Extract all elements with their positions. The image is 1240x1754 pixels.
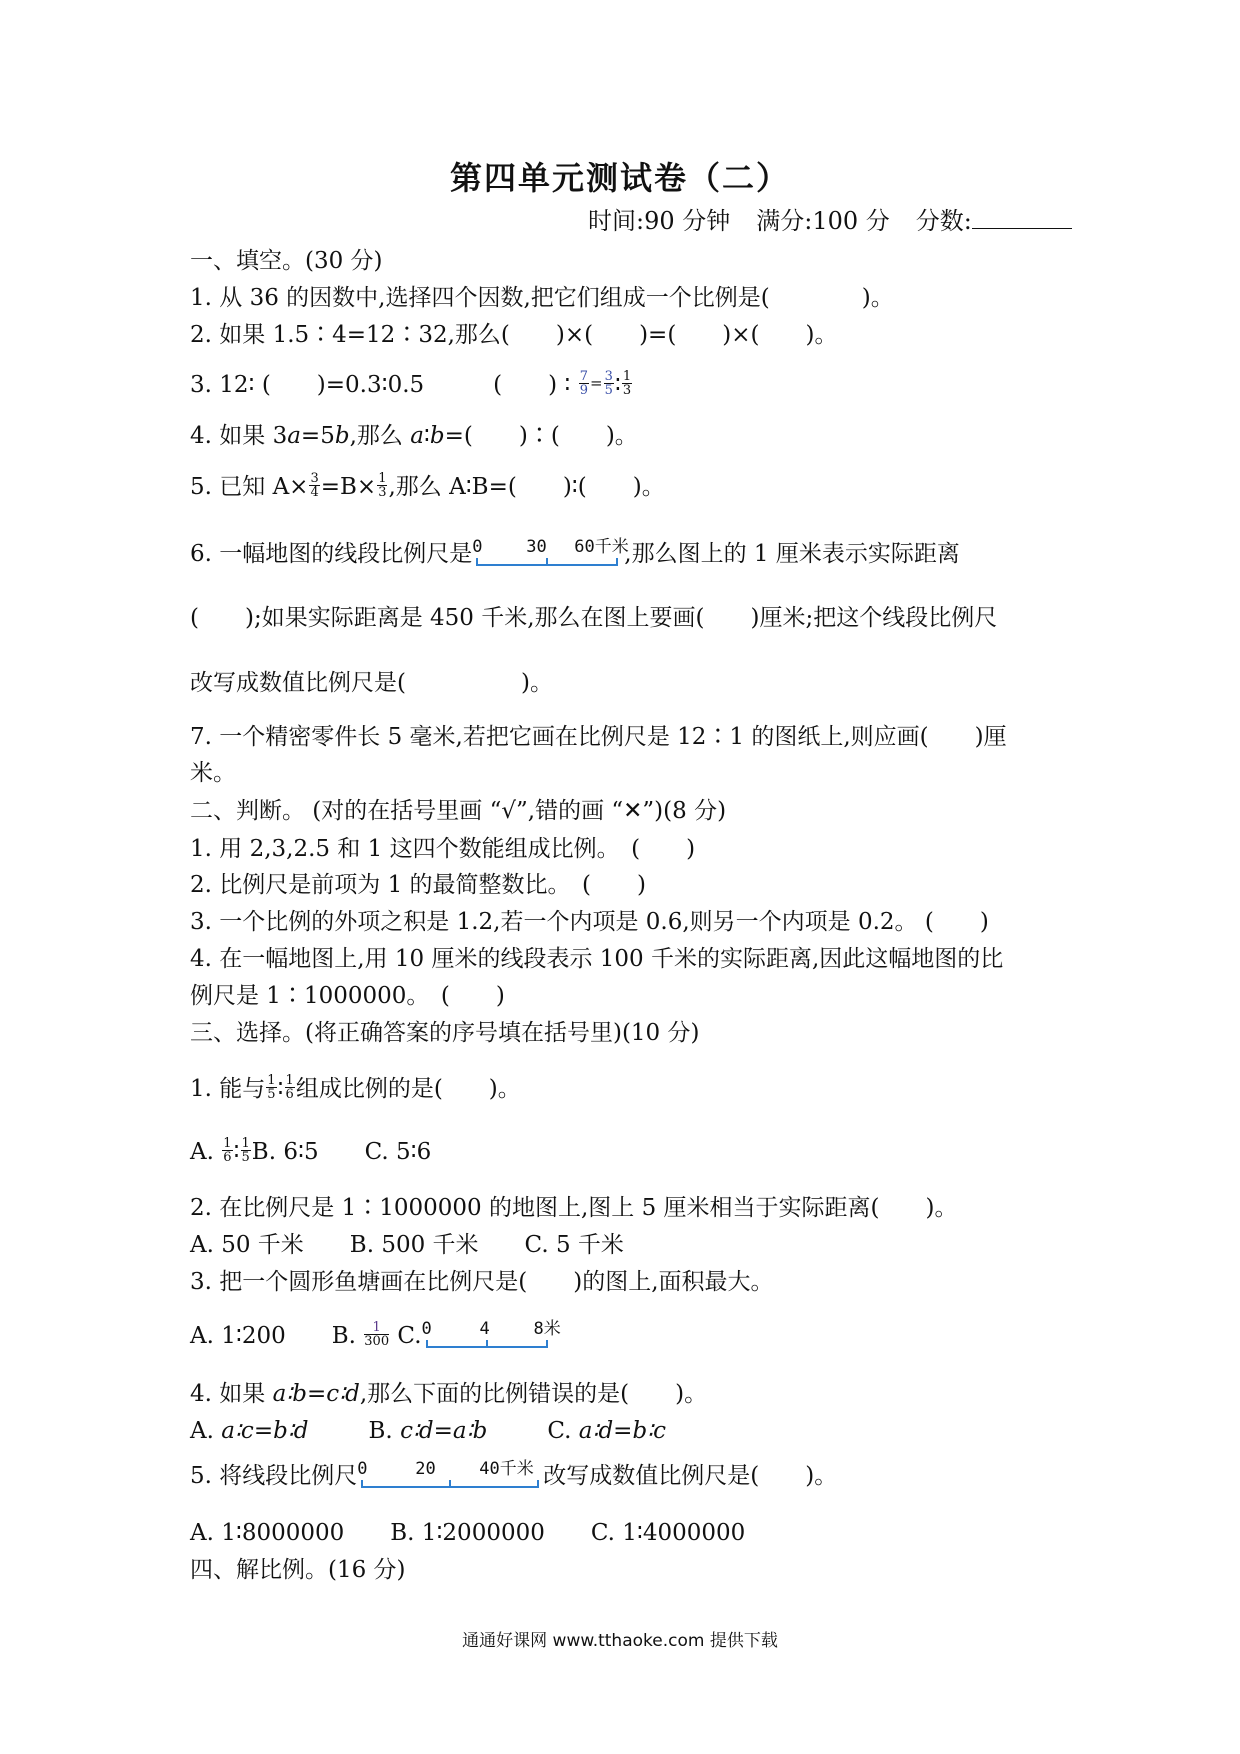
s1-question-2: 2. 如果 1.5∶4=12∶32,那么( )×( )=( )×( )。 (190, 322, 838, 348)
score-label: 分数: (915, 207, 972, 235)
s1-question-5: 5. 已知 A× $\frac{3}{4}$ =B× $\frac{1}{3}$ ,那么 A∶B=( )∶( )。 (190, 470, 665, 500)
fraction-1-3: $\frac{1}{3}$ (622, 368, 632, 398)
line-scale-40km (357, 1460, 543, 1494)
scale-label-20: 20 (415, 1459, 436, 1479)
s2-question-4-line-1: 4. 在一幅地图上,用 10 厘米的线段表示 100 千米的实际距离,因此这幅地图的比 (190, 946, 1004, 972)
fraction-1-5: $\frac{1}{5}$ (241, 1135, 250, 1165)
s2-question-4-line-2: 例尺是 1∶1000000。 ( ) (190, 983, 505, 1009)
s3-question-5: 5. 将线段比例尺 0 20 40千米 改写成数值比例尺是( )。 (190, 1460, 837, 1494)
fraction-1-6: $\frac{1}{6}$ (223, 1135, 232, 1165)
s1-question-1: 1. 从 36 的因数中,选择四个因数,把它们组成一个比例是( )。 (190, 285, 894, 311)
s3-question-4: 4. 如果 a∶b=c∶d,那么下面的比例错误的是( )。 (190, 1381, 708, 1407)
scale-label-0: 0 (421, 1319, 432, 1339)
fraction-3-4: $\frac{3}{4}$ (310, 470, 319, 500)
page-title: 第四单元测试卷（二） (449, 159, 790, 197)
s3-question-3-options: A. 1∶200 B. $\frac{1}{300}$ C. 0 4 8米 (190, 1320, 562, 1354)
s1-question-6-line-1: 6. 一幅地图的线段比例尺是 0 30 60千米 ,那么图上的 1 厘米表示实际距离 (190, 538, 960, 572)
q3-text: 3. 12∶ ( )=0.3∶0.5 ( ) ∶ (190, 372, 571, 398)
section-3-header: 三、选择。(将正确答案的序号填在括号里)(10 分) (190, 1020, 700, 1046)
section-4-header: 四、解比例。(16 分) (190, 1557, 406, 1583)
full-score: 满分:100 分 (756, 207, 890, 235)
s3-question-4-options: A. a∶c=b∶d B. c∶d=a∶b C. a∶d=b∶c (190, 1418, 667, 1444)
s1-question-4: 4. 如果 3a=5b,那么 a∶b=( )∶( )。 (190, 423, 638, 449)
score-blank (972, 206, 1072, 229)
ratio-colon: ∶ (614, 372, 621, 398)
footer-watermark: 通通好课网 www.tthaoke.com 提供下载 (462, 1631, 778, 1651)
s1-question-3: 3. 12∶ ( )=0.3∶0.5 ( ) ∶ $\frac{7}{9}$ = $\frac{3}{5}$ ∶ $\frac{1}{3}$ (190, 368, 632, 398)
fraction-1-5: $\frac{1}{5}$ (267, 1072, 276, 1102)
scale-label-30: 30 (526, 537, 547, 557)
section-1-header: 一、填空。(30 分) (190, 248, 383, 274)
s3-question-5-options: A. 1∶8000000 B. 1∶2000000 C. 1∶4000000 (190, 1520, 746, 1546)
s3-question-1: 1. 能与 $\frac{1}{5}$ ∶ $\frac{1}{6}$ 组成比例的是( )。 (190, 1072, 521, 1102)
s2-question-1: 1. 用 2,3,2.5 和 1 这四个数能组成比例。 ( ) (190, 836, 696, 862)
scale-label-60km: 60千米 (574, 537, 629, 557)
line-scale-8m (422, 1320, 562, 1354)
s3-question-3: 3. 把一个圆形鱼塘画在比例尺是( )的图上,面积最大。 (190, 1269, 774, 1295)
scale-label-8m: 8米 (533, 1319, 561, 1339)
fraction-1-6: $\frac{1}{6}$ (285, 1072, 294, 1102)
s2-question-2: 2. 比例尺是前项为 1 的最简整数比。 ( ) (190, 872, 646, 898)
line-scale-60km (472, 537, 629, 572)
s1-question-6-line-2: ( );如果实际距离是 450 千米,那么在图上要画( )厘米;把这个线段比例尺 (190, 605, 998, 631)
s1-question-7-line-2: 米。 (190, 760, 236, 786)
scale-label-40km: 40千米 (479, 1459, 534, 1479)
s3-question-2: 2. 在比例尺是 1∶1000000 的地图上,图上 5 厘米相当于实际距离( )。 (190, 1195, 958, 1221)
fraction-3-5: $\frac{3}{5}$ (604, 368, 613, 398)
s3-question-2-options: A. 50 千米 B. 500 千米 C. 5 千米 (190, 1232, 624, 1258)
scale-label-0: 0 (357, 1459, 368, 1479)
scale-label-4: 4 (479, 1319, 490, 1339)
s2-question-3: 3. 一个比例的外项之积是 1.2,若一个内项是 0.6,则另一个内项是 0.2。 ( ) (190, 909, 989, 935)
s1-question-6-line-3: 改写成数值比例尺是( )。 (190, 670, 553, 696)
section-2-header: 二、判断。 (对的在括号里画 “√”,错的画 “✕”)(8 分) (190, 798, 727, 824)
fraction-1-300: $\frac{1}{300}$ (364, 1319, 390, 1349)
scale-label-0: 0 (472, 537, 483, 557)
fraction-7-9: $\frac{7}{9}$ (579, 368, 589, 398)
fraction-1-3: $\frac{1}{3}$ (378, 470, 387, 500)
exam-meta (588, 206, 1072, 236)
time-limit: 时间:90 分钟 (588, 207, 731, 235)
s1-question-7-line-1: 7. 一个精密零件长 5 毫米,若把它画在比例尺是 12∶1 的图纸上,则应画( )厘 (190, 724, 1007, 750)
s3-question-1-options: A. $\frac{1}{6}$ ∶ $\frac{1}{5}$ B. 6∶5 C. 5∶6 (190, 1135, 432, 1165)
